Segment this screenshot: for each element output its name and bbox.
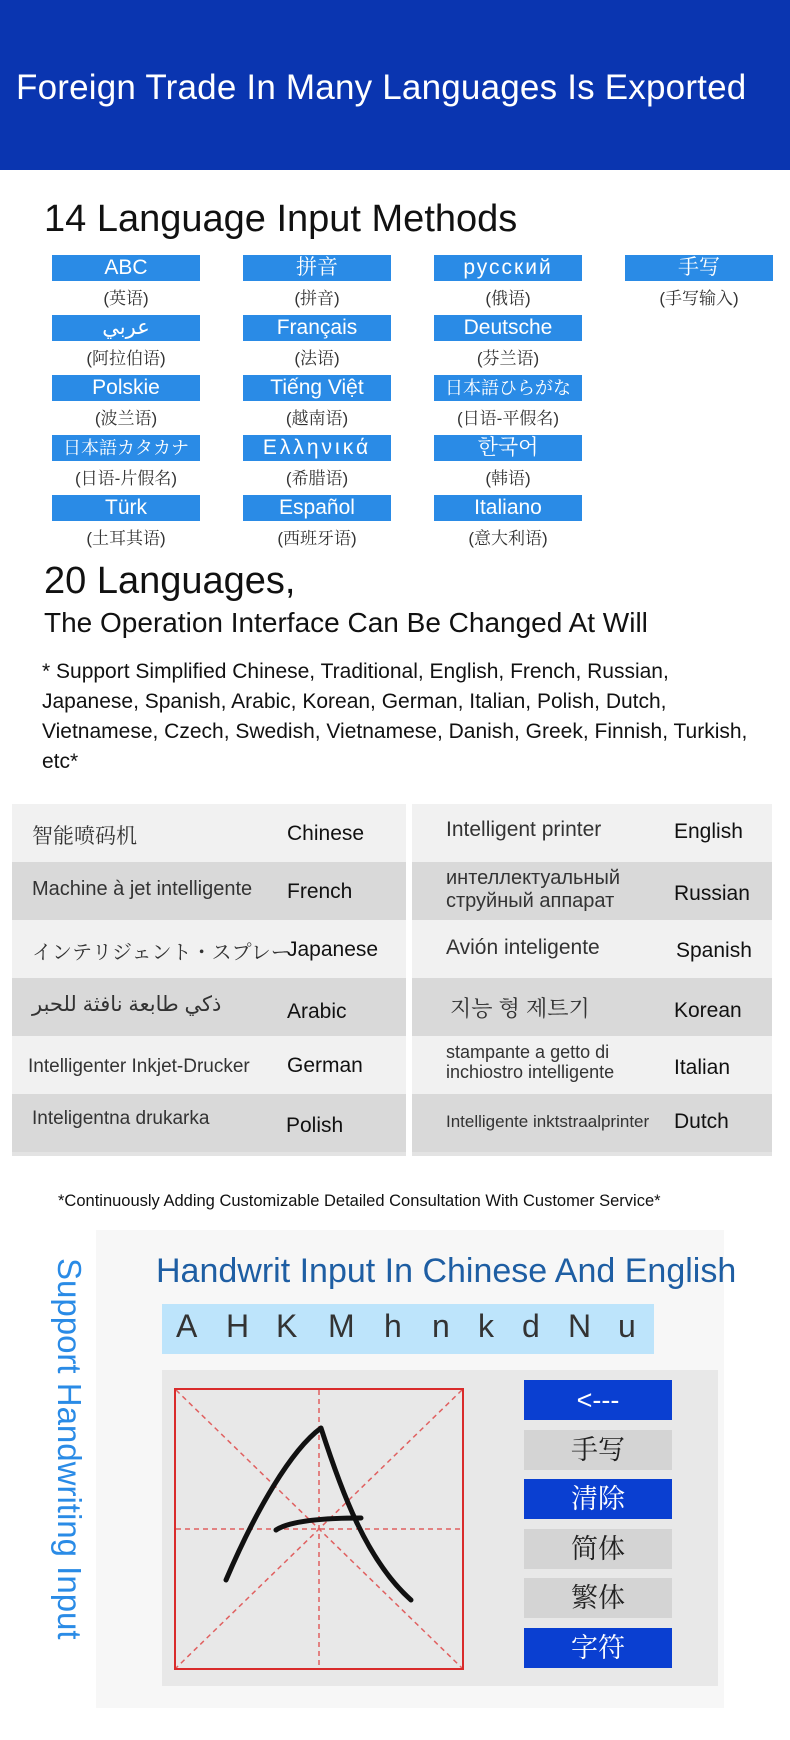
handwriting-vertical-label [30,1250,106,1680]
candidate-char[interactable]: K [276,1308,298,1344]
backspace-button[interactable]: <--- [524,1380,672,1420]
input-method-german [434,315,582,371]
input-method-polish [52,375,200,431]
input-method-desc: (手写输入) [659,289,739,308]
table-row [412,1036,772,1094]
input-method-vietnamese [243,375,391,431]
native-text: Machine à jet intelligente [32,878,253,900]
language-name: English [674,820,743,843]
input-method-handwriting [625,255,773,311]
candidate-char[interactable]: A [176,1308,198,1344]
native-text: 지능 형 제트기 [450,996,590,1021]
input-method-label: Deutsche [434,315,582,341]
language-name: Korean [674,999,742,1022]
table-row [12,920,406,978]
table-row [12,978,406,1036]
input-method-desc: (希腊语) [285,469,349,488]
languages-subtitle: The Operation Interface Can Be Changed At Will [44,607,648,638]
header-title: Foreign Trade In Many Languages Is Exported [16,68,747,107]
input-method-russian [434,255,582,311]
language-name: Japanese [287,938,379,961]
input-methods-title: 14 Language Input Methods [44,198,518,240]
language-name: Chinese [287,822,365,845]
input-method-desc: (俄语) [485,289,531,308]
input-method-turkish [52,495,200,551]
native-text: Avión inteligente [446,936,600,959]
language-name: Italian [674,1056,731,1079]
input-method-desc: (英语) [103,289,149,308]
input-method-label: Tiếng Việt [243,375,391,401]
native-text: интеллектуальный струйный аппарат [446,867,621,912]
input-method-label: ABC [52,255,200,281]
candidate-bar [162,1304,654,1354]
input-method-desc: (越南语) [285,409,349,428]
table-row [412,862,772,920]
input-method-desc: (韩语) [485,469,531,488]
handwriting-grid [176,1390,462,1668]
input-method-desc: (日语-平假名) [457,409,559,428]
clear-button[interactable]: 清除 [524,1479,672,1519]
candidate-char[interactable]: d [522,1308,540,1344]
native-text: Intelligent printer [446,818,602,841]
handwriting-canvas[interactable] [174,1388,464,1670]
table-row [12,804,406,862]
input-method-french [243,315,391,371]
input-method-italian [434,495,582,551]
vertical-label-text: Support Handwriting Input [51,1258,88,1640]
input-method-desc: (西班牙语) [277,529,357,548]
language-name: Polish [286,1114,344,1137]
input-method-greek [243,435,391,491]
native-text: Intelligente inktstraalprinter [446,1112,650,1131]
input-method-label: Türk [52,495,200,521]
input-method-desc: (意大利语) [468,529,548,548]
input-method-korean [434,435,582,491]
language-name: Arabic [287,1000,347,1023]
native-text: ذكي طابعة نافثة للحبر [32,993,222,1016]
input-method-desc: (日语-片假名) [75,469,177,488]
table-row [412,804,772,862]
input-method-katakana [52,435,200,491]
input-method-arabic [52,315,200,371]
input-method-label: Polskie [52,375,200,401]
input-method-pinyin [243,255,391,311]
input-method-label: Français [243,315,391,341]
traditional-button[interactable]: 繁体 [524,1578,672,1618]
input-method-desc: (阿拉伯语) [86,349,166,368]
supported-languages-text: * Support Simplified Chinese, Traditional, English, French, Russian, Japanese, Spanish, Arabic, Korean, German, Italian, Polish, Dutch, Vietnamese, Czech, Swedish, Vietnamese, Danish, Greek, Finnish, Turkish, etc* [42,660,748,773]
input-method-label: 日本語カタカナ [52,435,200,461]
candidate-char[interactable]: k [478,1308,494,1344]
candidate-char[interactable]: n [432,1308,450,1344]
input-method-label: русский [434,255,582,281]
input-method-label: Italiano [434,495,582,521]
consultation-note: *Continuously Adding Customizable Detailed Consultation With Customer Service* [58,1192,661,1210]
candidate-char[interactable]: M [328,1308,355,1344]
table-row [412,978,772,1036]
table-row [12,1094,406,1152]
input-method-label: 日本語ひらがな [434,375,582,401]
input-method-label: 한국어 [434,435,582,461]
table-row [412,1094,772,1152]
input-method-label: عربي [52,315,200,341]
candidate-char[interactable]: N [568,1308,592,1344]
input-method-desc: (芬兰语) [476,349,540,368]
native-text: 智能喷码机 [32,825,137,848]
candidate-char[interactable]: H [226,1308,250,1344]
native-text: stampante a getto di inchiostro intelligente [446,1042,615,1082]
header-banner [0,0,790,170]
language-name: German [287,1054,363,1077]
simplified-button[interactable]: 简体 [524,1529,672,1569]
symbols-button[interactable]: 字符 [524,1628,672,1668]
table-row [12,862,406,920]
language-name: French [287,880,353,903]
input-method-desc: (波兰语) [94,409,158,428]
input-method-label: Ελληνικά [243,435,391,461]
native-text: インテリジェント・スプレー [32,942,291,964]
interface-language-table-right [412,804,772,1156]
table-row [412,920,772,978]
language-name: Russian [674,882,750,905]
languages-title: 20 Languages, [44,560,296,602]
table-row [12,1036,406,1094]
interface-language-table-left [12,804,406,1156]
input-method-label: Español [243,495,391,521]
native-text: Intelligenter Inkjet-Drucker [28,1056,250,1077]
input-method-hiragana [434,375,582,431]
native-text: Inteligentna drukarka [32,1108,210,1129]
handwrite-button[interactable]: 手写 [524,1430,672,1470]
input-method-label: 拼音 [243,255,391,281]
language-name: Spanish [676,939,752,962]
input-method-desc: (土耳其语) [86,529,166,548]
candidate-char[interactable]: u [618,1308,636,1344]
language-name: Dutch [674,1110,729,1133]
input-method-desc: (拼音) [294,289,340,308]
input-method-english [52,255,200,311]
candidate-char[interactable]: h [384,1308,402,1344]
input-method-desc: (法语) [294,349,340,368]
input-method-label: 手写 [625,255,773,281]
handwriting-title: Handwrit Input In Chinese And English [156,1252,737,1290]
input-method-spanish [243,495,391,551]
